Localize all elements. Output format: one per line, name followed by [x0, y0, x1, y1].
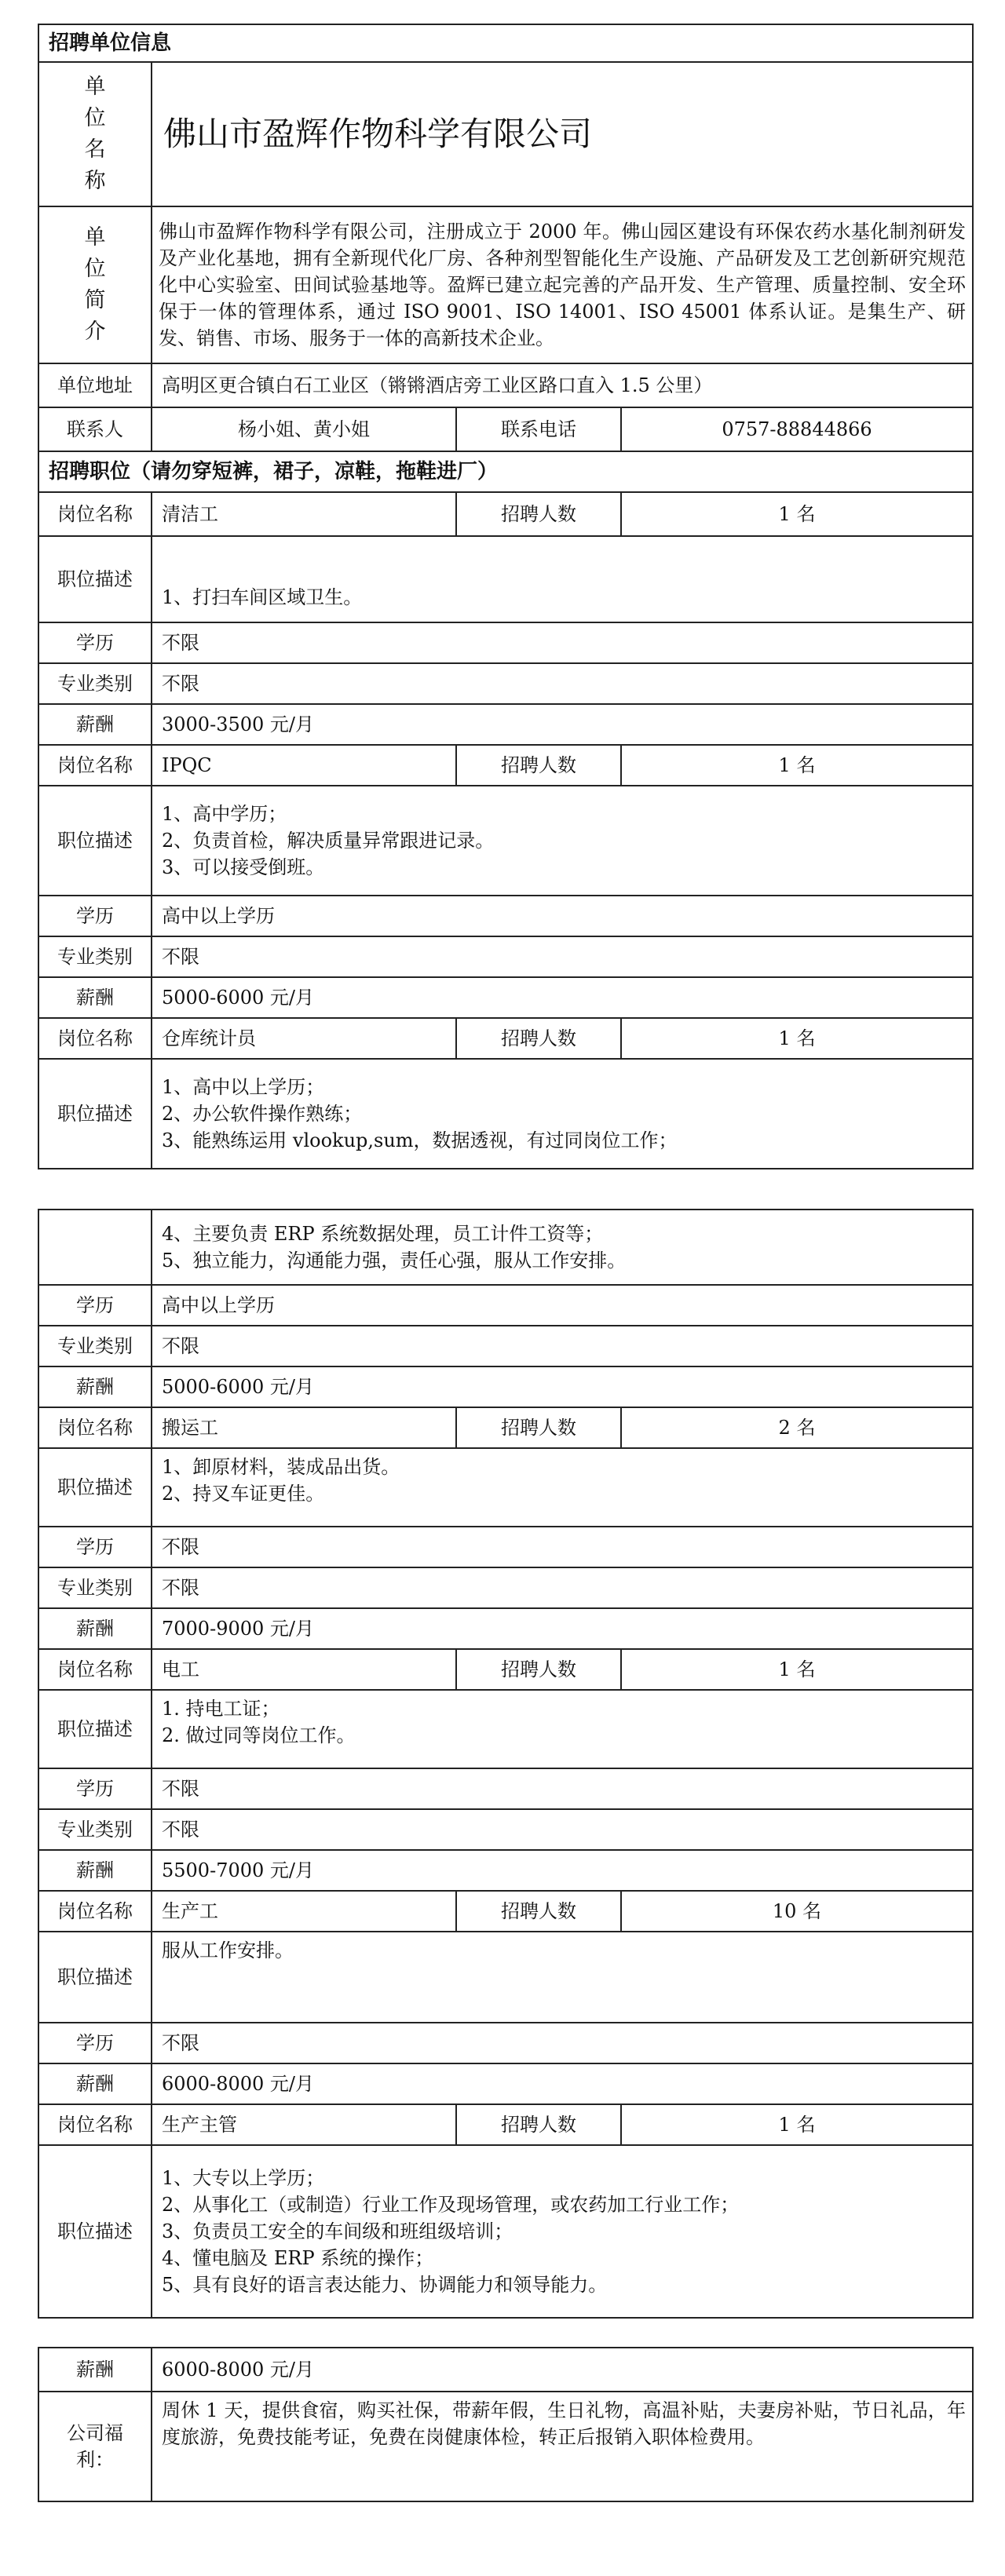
major-label: 专业类别 [38, 663, 152, 704]
benefits-value: 周休 1 天，提供食宿，购买社保，带薪年假，生日礼物，高温补贴，夫妻房补贴，节日礼品，年度旅游，免费技能考证，免费在岗健康体检，转正后报销入职体检费用。 [152, 2392, 973, 2501]
phone-value: 0757-88844866 [621, 407, 973, 451]
desc-label: 职位描述 [38, 2145, 152, 2318]
salary-value: 5000-6000 元/月 [152, 977, 973, 1018]
position-count: 10 名 [621, 1891, 973, 1932]
position-count: 1 名 [621, 1649, 973, 1690]
count-label: 招聘人数 [456, 745, 621, 786]
position-description: 服从工作安排。 [152, 1932, 973, 2023]
desc-label: 职位描述 [38, 786, 152, 896]
salary-label: 薪酬 [38, 977, 152, 1018]
position-count: 1 名 [621, 492, 973, 536]
position-label: 岗位名称 [38, 1649, 152, 1690]
company-section-header: 招聘单位信息 [38, 24, 973, 62]
edu-value: 不限 [152, 622, 973, 663]
desc-label: 职位描述 [38, 1059, 152, 1169]
salary-label: 薪酬 [38, 2348, 152, 2392]
position-title: 生产工 [152, 1891, 456, 1932]
position-label: 岗位名称 [38, 1891, 152, 1932]
salary-label: 薪酬 [38, 1608, 152, 1649]
address-value: 高明区更合镇白石工业区（锵锵酒店旁工业区路口直入 1.5 公里） [152, 363, 973, 407]
position-label: 岗位名称 [38, 1018, 152, 1059]
count-label: 招聘人数 [456, 1649, 621, 1690]
company-name: 佛山市盈辉作物科学有限公司 [152, 62, 973, 206]
benefits-label: 公司福利： [38, 2392, 152, 2501]
major-value: 不限 [152, 1809, 973, 1850]
position-description: 1. 持电工证； 2. 做过同等岗位工作。 [152, 1690, 973, 1768]
page-2 [38, 1209, 974, 2319]
position-description: 1、卸原材料，装成品出货。 2、持叉车证更佳。 [152, 1448, 973, 1527]
position-count: 1 名 [621, 745, 973, 786]
position-description: 1、高中以上学历； 2、办公软件操作熟练； 3、能熟练运用 vlookup,sum，数据透视，有过同岗位工作； [152, 1059, 973, 1169]
edu-label: 学历 [38, 2023, 152, 2063]
recruitment-table-page-3 [38, 2347, 974, 2502]
edu-label: 学历 [38, 896, 152, 936]
page-1 [38, 24, 974, 1169]
position-description: 1、高中学历； 2、负责首检，解决质量异常跟进记录。 3、可以接受倒班。 [152, 786, 973, 896]
company-intro-label: 单 位 简 介 [38, 206, 152, 363]
page-3 [38, 2347, 974, 2502]
major-value: 不限 [152, 1326, 973, 1366]
salary-label: 薪酬 [38, 2063, 152, 2104]
company-name-label: 单 位 名 称 [38, 62, 152, 206]
position-description-continued: 4、主要负责 ERP 系统数据处理，员工计件工资等； 5、独立能力，沟通能力强，责任心强，服从工作安排。 [152, 1210, 973, 1285]
phone-label: 联系电话 [456, 407, 621, 451]
count-label: 招聘人数 [456, 2104, 621, 2145]
salary-value: 3000-3500 元/月 [152, 704, 973, 745]
position-title: 电工 [152, 1649, 456, 1690]
desc-label: 职位描述 [38, 1448, 152, 1527]
position-label: 岗位名称 [38, 492, 152, 536]
major-label: 专业类别 [38, 1809, 152, 1850]
salary-value: 6000-8000 元/月 [152, 2348, 973, 2392]
company-intro: 佛山市盈辉作物科学有限公司，注册成立于 2000 年。佛山园区建设有环保农药水基化制剂研发及产业化基地，拥有全新现代化厂房、各种剂型智能化生产设施、产品研发及工艺创新研究规范化中心实验室、田间试验基地等。盈辉已建立起完善的产品开发、生产管理、质量控制、安全环保于一体的管理体系，通过 ISO 9001、ISO 14001、ISO 45001 体系认证。是集生产、研发、销售、市场、服务于一体的高新技术企业。 [152, 206, 973, 363]
position-description: 1、打扫车间区域卫生。 [152, 536, 973, 622]
edu-label: 学历 [38, 622, 152, 663]
major-label: 专业类别 [38, 1326, 152, 1366]
edu-label: 学历 [38, 1527, 152, 1567]
positions-header: 招聘职位（请勿穿短裤，裙子，凉鞋，拖鞋进厂） [38, 451, 973, 492]
salary-value: 6000-8000 元/月 [152, 2063, 973, 2104]
edu-label: 学历 [38, 1768, 152, 1809]
edu-value: 不限 [152, 1768, 973, 1809]
salary-label: 薪酬 [38, 704, 152, 745]
recruitment-table-page-1 [38, 24, 974, 1169]
salary-label: 薪酬 [38, 1366, 152, 1407]
position-title: 清洁工 [152, 492, 456, 536]
salary-label: 薪酬 [38, 1850, 152, 1891]
desc-label: 职位描述 [38, 536, 152, 622]
position-title: 搬运工 [152, 1407, 456, 1448]
edu-value: 高中以上学历 [152, 1285, 973, 1326]
address-label: 单位地址 [38, 363, 152, 407]
position-title: IPQC [152, 745, 456, 786]
position-title: 生产主管 [152, 2104, 456, 2145]
position-count: 2 名 [621, 1407, 973, 1448]
count-label: 招聘人数 [456, 492, 621, 536]
position-count: 1 名 [621, 2104, 973, 2145]
position-description: 1、大专以上学历； 2、从事化工（或制造）行业工作及现场管理，或农药加工行业工作； 3、负责员工安全的车间级和班组级培训； 4、懂电脑及 ERP 系统的操作； 5、具有良好的语言表达能力、协调能力和领导能力。 [152, 2145, 973, 2318]
contact-label: 联系人 [38, 407, 152, 451]
count-label: 招聘人数 [456, 1407, 621, 1448]
recruitment-table-page-2 [38, 1209, 974, 2319]
position-label: 岗位名称 [38, 745, 152, 786]
edu-value: 不限 [152, 1527, 973, 1567]
edu-value: 高中以上学历 [152, 896, 973, 936]
salary-value: 5500-7000 元/月 [152, 1850, 973, 1891]
count-label: 招聘人数 [456, 1891, 621, 1932]
major-value: 不限 [152, 936, 973, 977]
position-count: 1 名 [621, 1018, 973, 1059]
position-label: 岗位名称 [38, 1407, 152, 1448]
salary-value: 7000-9000 元/月 [152, 1608, 973, 1649]
edu-value: 不限 [152, 2023, 973, 2063]
major-label: 专业类别 [38, 1567, 152, 1608]
major-value: 不限 [152, 663, 973, 704]
desc-label: 职位描述 [38, 1690, 152, 1768]
position-title: 仓库统计员 [152, 1018, 456, 1059]
desc-label: 职位描述 [38, 1932, 152, 2023]
position-label: 岗位名称 [38, 2104, 152, 2145]
desc-label-continued [38, 1210, 152, 1285]
contact-value: 杨小姐、黄小姐 [152, 407, 456, 451]
major-value: 不限 [152, 1567, 973, 1608]
count-label: 招聘人数 [456, 1018, 621, 1059]
major-label: 专业类别 [38, 936, 152, 977]
salary-value: 5000-6000 元/月 [152, 1366, 973, 1407]
edu-label: 学历 [38, 1285, 152, 1326]
